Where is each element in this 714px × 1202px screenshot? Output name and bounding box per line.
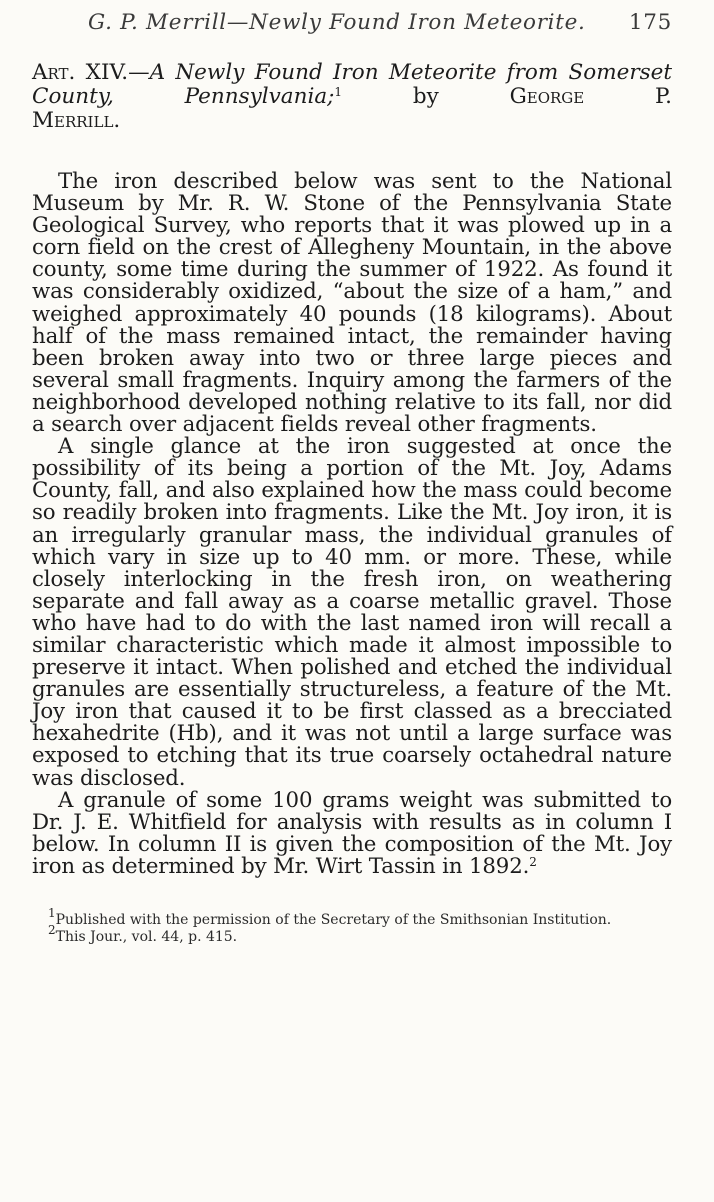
author-name-part2: Merrill. <box>32 108 121 133</box>
article-title <box>32 61 672 109</box>
author-name-part1: George P. <box>509 84 673 109</box>
body-text <box>32 171 672 878</box>
page <box>32 10 672 946</box>
footnote-2-text: This Jour., vol. 44, p. 415. <box>55 929 238 945</box>
article-by: by <box>342 84 510 109</box>
paragraph-3-text: A granule of some 100 grams weight was submitted to Dr. J. E. Whitfield for analysis with results as in column I below. In column II is given the composition of the Mt. Joy iron as determined by Mr. Wirt Tassin in 1892. <box>32 787 672 879</box>
footnote-1-text: Published with the permission of the Secretary of the Smithsonian Institution. <box>55 912 612 928</box>
footnotes <box>32 906 672 946</box>
paragraph-3 <box>32 787 672 879</box>
running-head-title: G. P. Merrill—Newly Found Iron Meteorite. <box>88 10 586 35</box>
article-title-line2: Somerset County, Pennsylvania; <box>32 60 672 109</box>
footnote-ref-1: 1 <box>334 85 343 99</box>
paragraph-2: A single glance at the iron suggested at once the possibility of its being a portion of the Mt. Joy, Adams County, fall, and also explained how the mass could become so readily broken into fragments. Like the Mt. Joy iron, it is an irregularly granular mass, the individual granules of which vary in size up to 40 mm. or more. These, while closely interlocking in the fresh iron, on weathering separate and fall away as a coarse metallic gravel. Those who have had to do with the last named iron will recall a similar characteristic which made it almost impossible to preserve it intact. When polished and etched the individual granules are essentially structureless, a feature of the Mt. Joy iron that caused it to be first classed as a brecciated hexahedrite (Hb), and it was not until a large surface was exposed to etching that its true coarsely octahedral nature was disclosed. <box>32 434 672 791</box>
article-label: Art. XIV. <box>32 60 129 85</box>
running-head <box>32 10 672 35</box>
page-number: 175 <box>628 10 672 35</box>
article-dash: — <box>128 60 150 85</box>
footnote-2 <box>32 923 672 946</box>
footnote-1 <box>32 906 672 929</box>
footnote-2-mark: 2 <box>48 923 56 937</box>
paragraph-1: The iron described below was sent to the National Museum by Mr. R. W. Stone of the Pennsylvania State Geological Survey, who reports that it was plowed up in a corn field on the crest of Allegheny Mountain, in the above county, some time during the summer of 1922. As found it was considerably oxidized, “about the size of a ham,” and weighed approximately 40 pounds (18 kilograms). About half of the mass remained intact, the remainder having been broken away into two or three large pieces and several small fragments. Inquiry among the farmers of the neighborhood developed nothing relative to its fall, nor did a search over adjacent fields reveal other fragments. <box>32 169 672 438</box>
article-title-line1: A Newly Found Iron Meteorite from <box>149 60 559 85</box>
footnote-ref-2: 2 <box>529 854 537 869</box>
footnote-1-mark: 1 <box>48 906 56 920</box>
